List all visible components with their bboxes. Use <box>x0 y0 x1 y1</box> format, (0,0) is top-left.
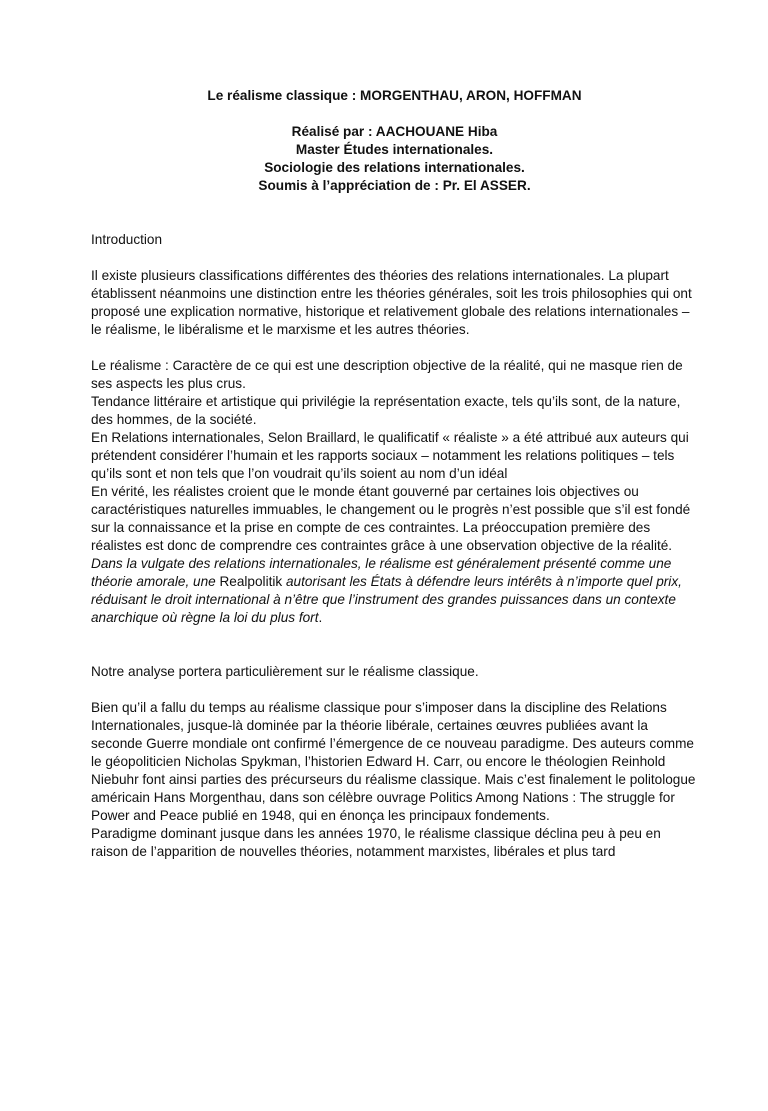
paragraph-paradigm-decline: Paradigme dominant jusque dans les années 1970, le réalisme classique déclina peu à peu en raison de l’apparition de nouvelles théories, notamment marxistes, libérales et plus tard <box>91 826 661 859</box>
program-line: Master Études internationales. <box>295 142 494 157</box>
author-line: Réalisé par : AACHOUANE Hiba <box>291 124 498 139</box>
paragraph-objective-laws: En vérité, les réalistes croient que le monde étant gouverné par certaines lois objectives ou caractéristiques naturelles immuables, le changement ou le progrès n’est possible que s’il est fondé sur la connaissance et la prise en compte de ces contraintes. La préoccupation première des réalistes est donc de comprendre ces contraintes grâce à une observation objective de la réalité. <box>91 484 691 553</box>
paragraph-analysis-focus: Notre analyse portera particulièrement sur le réalisme classique. <box>91 664 479 679</box>
vulgate-text-2: autorisant les États à défendre leurs intérêts à n’importe quel prix, réduisant le droit international à n’être que l’instrument des grandes puissances dans un contexte anarchique où règne la loi du plus fort <box>91 574 682 625</box>
paragraph-literary-tendency: Tendance littéraire et artistique qui privilégie la représentation exacte, tels qu’ils sont, de la nature, des hommes, de la société. <box>91 394 681 427</box>
vulgate-text-1: Dans la vulgate des relations internationales, le réalisme est généralement présenté comme une théorie amorale, une <box>91 556 672 589</box>
paragraph-realism-definition: Le réalisme : Caractère de ce qui est une description objective de la réalité, qui ne masque rien de ses aspects les plus crus. <box>91 358 683 391</box>
paragraph-classifications: Il existe plusieurs classifications différentes des théories des relations internationales. La plupart établissent néanmoins une distinction entre les théories générales, soit les trois philosophies qui ont proposé une explication normative, historique et relativement globale des relations internationales – le réalisme, le libéralisme et le marxisme et les autres théories. <box>91 268 692 337</box>
introduction-heading: Introduction <box>91 232 163 247</box>
supervisor-line: Soumis à l’appréciation de : Pr. El ASSER. <box>258 178 531 193</box>
paragraph-braillard: En Relations internationales, Selon Braillard, le qualificatif « réaliste » a été attribué aux auteurs qui prétendent considérer l’humain et les rapports sociaux – notamment les relations politiques – tels qu’ils sont et non tels que l’on voudrait qu’ils soient au nom d’un idéal <box>91 430 689 481</box>
document-meta <box>91 123 698 195</box>
paragraph-classical-realism-history: Bien qu’il a fallu du temps au réalisme classique pour s’imposer dans la discipline des Relations Internationales, jusque-là dominée par la théorie libérale, certaines œuvres publiées avant la seconde Guerre mondiale ont confirmé l’émergence de ce nouveau paradigme. Des auteurs comme le géopoliticien Nicholas Spykman, l’historien Edward H. Carr, ou encore le théologien Reinhold Niebuhr font ainsi parties des précurseurs du réalisme classique. Mais c’est finalement le politologue américain Hans Morgenthau, dans son célèbre ouvrage Politics Among Nations : The struggle for Power and Peace publié en 1948, qui en énonça les principaux fondements. <box>91 700 696 823</box>
document-header <box>91 87 698 195</box>
paragraph-vulgate <box>91 555 698 627</box>
document-body <box>91 231 698 861</box>
vulgate-period: . <box>318 610 323 625</box>
document-title: Le réalisme classique : MORGENTHAU, ARON, HOFFMAN <box>207 88 582 103</box>
realpolitik-term: Realpolitik <box>219 574 283 589</box>
course-line: Sociologie des relations internationales. <box>264 160 525 175</box>
document-page <box>0 87 768 1111</box>
